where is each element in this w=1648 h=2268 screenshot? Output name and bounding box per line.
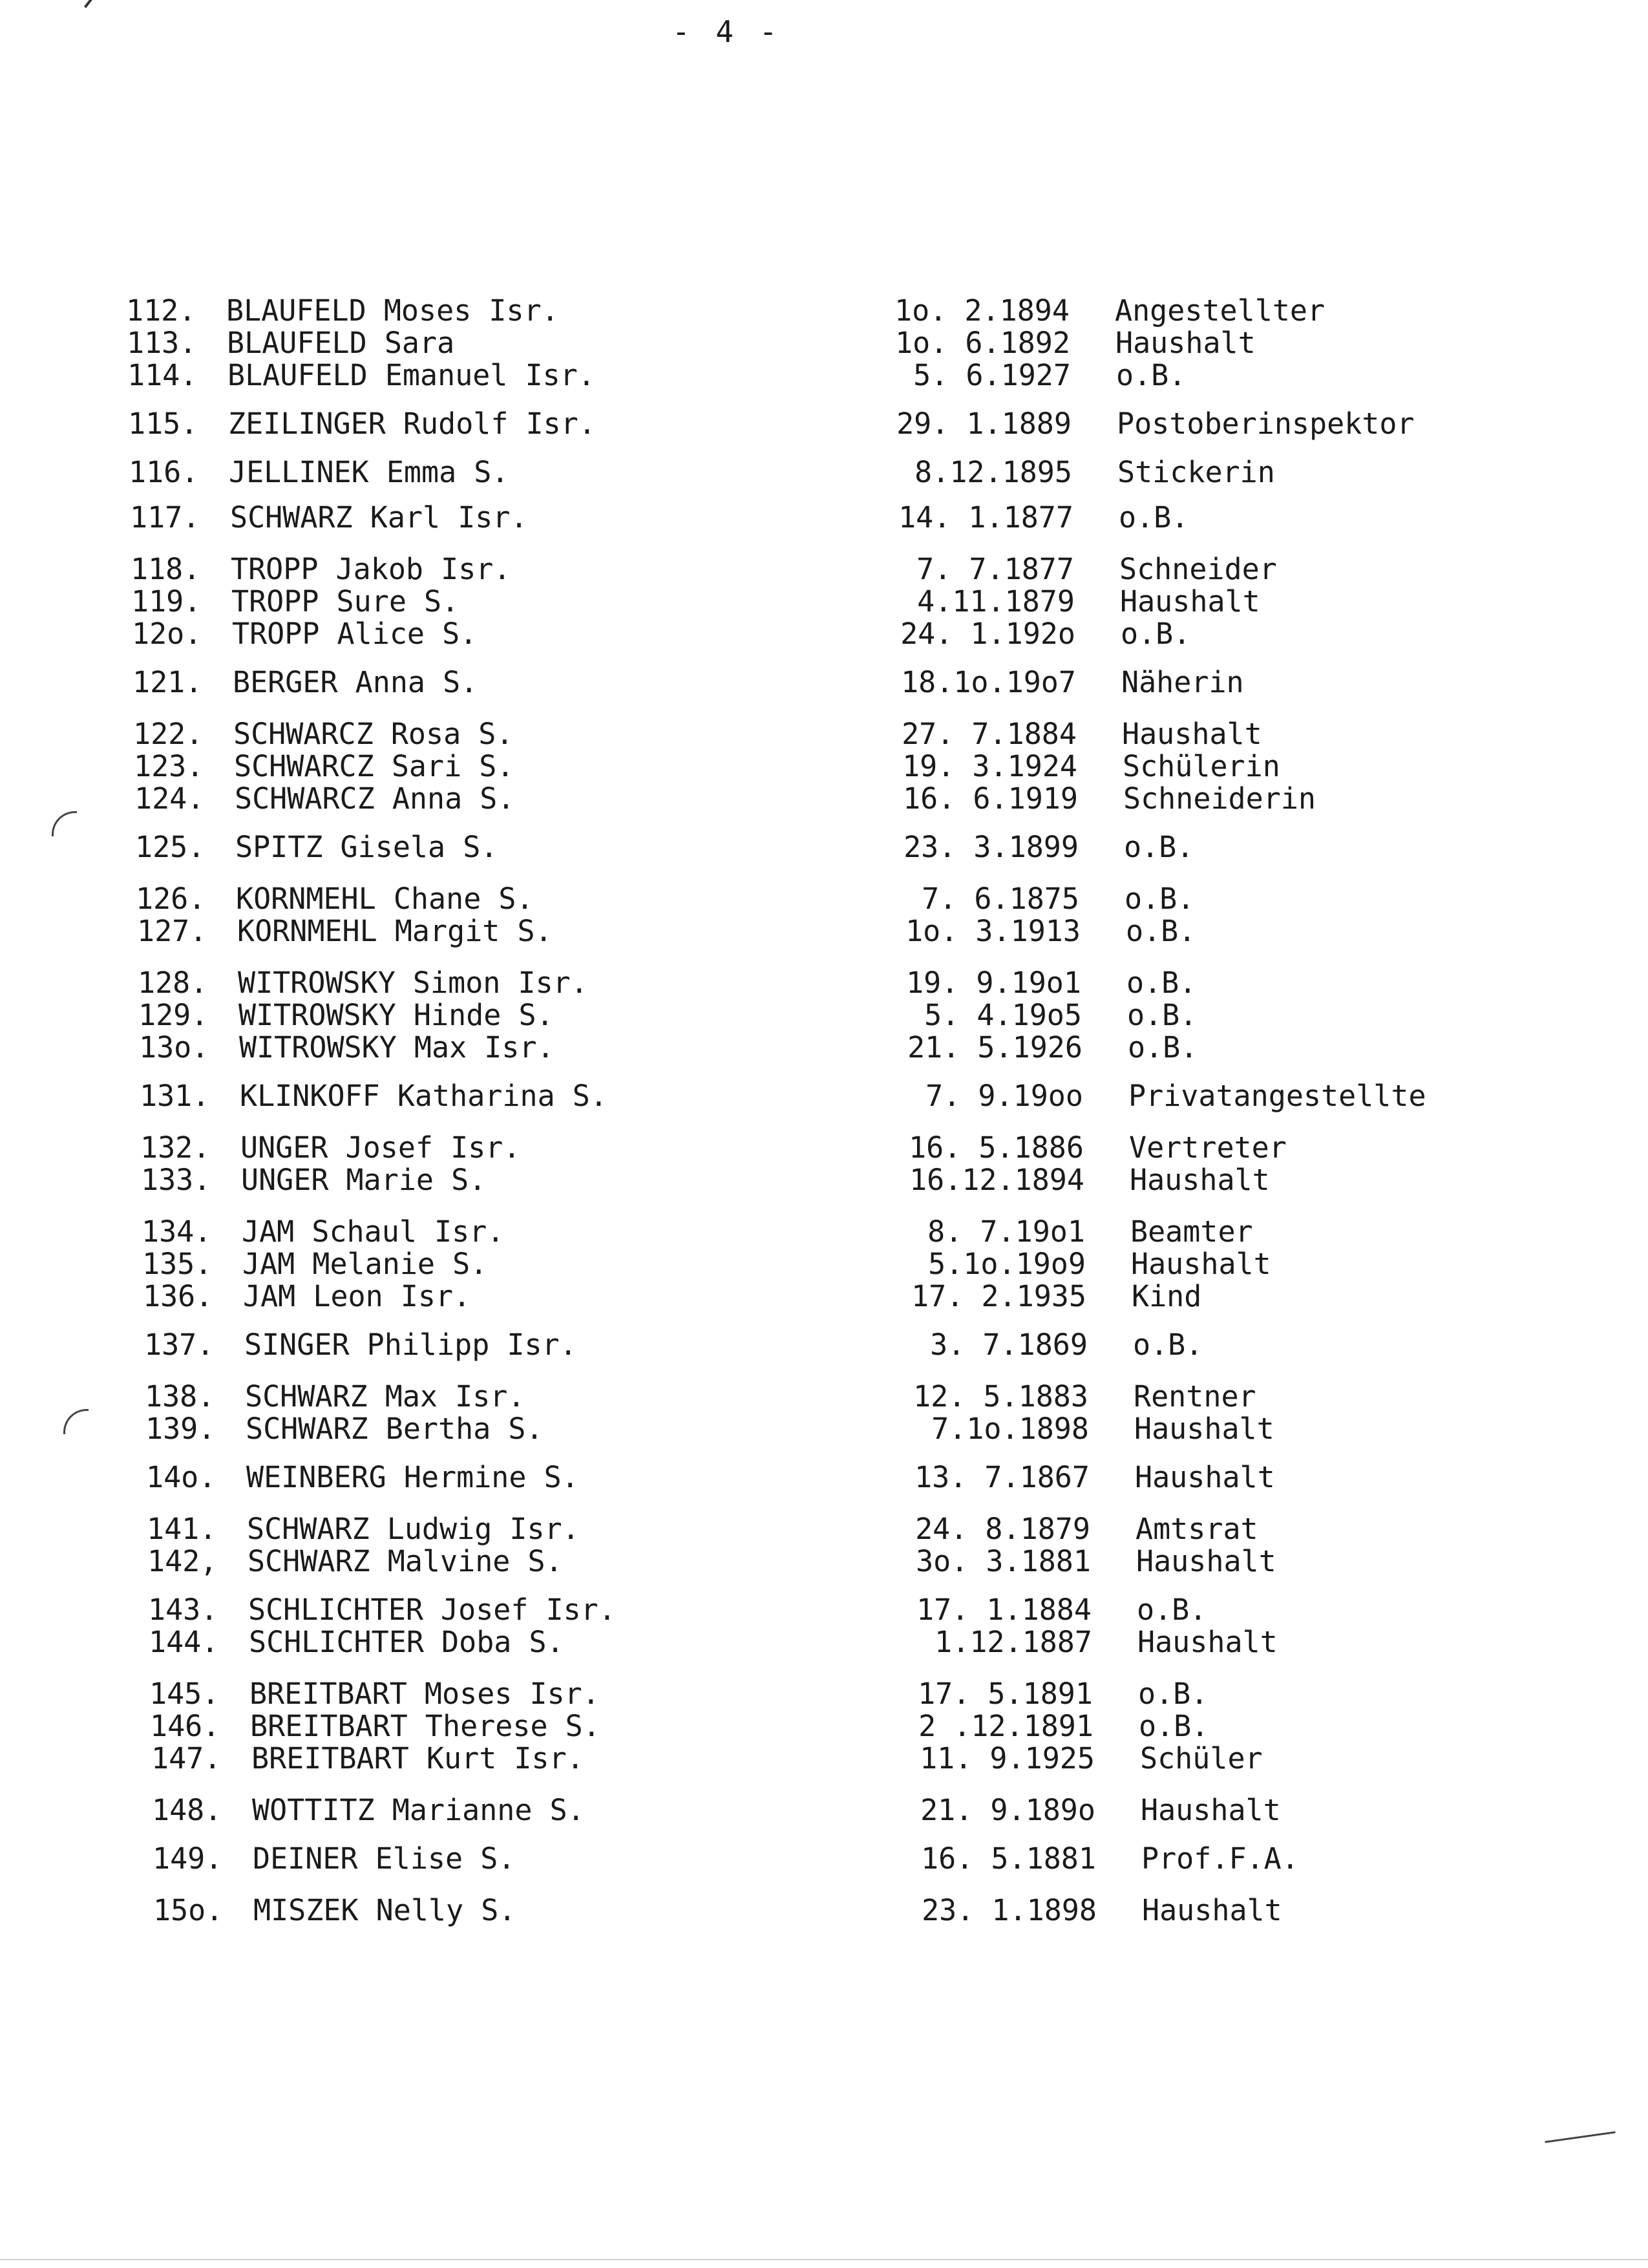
birth-date: 18.1o.19o7 <box>901 665 1076 699</box>
entry-number: 147. <box>151 1741 222 1775</box>
birth-date: 17. 1.1884 <box>916 1593 1092 1627</box>
occupation: Schülerin <box>1123 749 1280 783</box>
person-name: SCHWARZ Karl Isr. <box>230 500 528 535</box>
person-name: BLAUFELD Moses Isr. <box>226 293 559 328</box>
birth-date: 7. 7.1877 <box>916 552 1074 586</box>
occupation: o.B. <box>1128 1030 1198 1065</box>
occupation: Schneider <box>1119 552 1277 586</box>
birth-date: 12. 5.1883 <box>913 1379 1088 1414</box>
occupation: Angestellter <box>1115 293 1326 328</box>
birth-date: 7. 9.19oo <box>925 1079 1083 1113</box>
entry-number: 148. <box>152 1793 222 1827</box>
birth-date: 21. 9.189o <box>920 1793 1095 1827</box>
birth-date: 3. 7.1869 <box>930 1328 1088 1362</box>
entry-number: 132. <box>140 1130 211 1165</box>
entry-number: 123. <box>134 749 204 783</box>
birth-date: 24. 8.1879 <box>915 1512 1090 1546</box>
occupation: Haushalt <box>1131 1247 1271 1281</box>
birth-date: 13. 7.1867 <box>914 1460 1090 1494</box>
person-name: WITROWSKY Hinde S. <box>238 998 554 1032</box>
person-name: WITROWSKY Max Isr. <box>239 1030 555 1065</box>
occupation: o.B. <box>1137 1593 1207 1627</box>
person-name: SCHWARZ Ludwig Isr. <box>247 1512 580 1546</box>
entry-number: 143. <box>148 1593 218 1627</box>
occupation: o.B. <box>1116 358 1187 392</box>
person-name: SCHWARZ Bertha S. <box>246 1412 544 1446</box>
occupation: Haushalt <box>1137 1625 1278 1659</box>
occupation: o.B. <box>1126 966 1197 1000</box>
person-name: BERGER Anna S. <box>233 665 478 699</box>
entry-number: 121. <box>132 665 203 699</box>
birth-date: 7.1o.1898 <box>931 1412 1089 1446</box>
occupation: Schneiderin <box>1123 781 1316 816</box>
occupation: Haushalt <box>1120 584 1260 619</box>
birth-date: 23. 1.1898 <box>922 1893 1097 1927</box>
person-name: BREITBART Therese S. <box>250 1709 600 1743</box>
occupation: Haushalt <box>1136 1544 1276 1578</box>
entry-number: 124. <box>134 781 205 816</box>
person-name: JAM Schaul Isr. <box>242 1214 505 1249</box>
entry-number: 133. <box>141 1163 211 1197</box>
entry-number: 114. <box>127 358 198 392</box>
page-number: - 4 - <box>672 14 781 49</box>
person-name: SCHWARZ Max Isr. <box>245 1379 525 1414</box>
person-name: SCHWARCZ Anna S. <box>235 781 515 816</box>
occupation: Beamter <box>1130 1214 1253 1249</box>
person-name: BREITBART Moses Isr. <box>249 1677 600 1711</box>
occupation: Näherin <box>1121 665 1244 699</box>
birth-date: 5. 6.1927 <box>913 358 1071 392</box>
entry-number: 126. <box>136 882 206 916</box>
occupation: Kind <box>1132 1279 1202 1313</box>
entry-number: 145. <box>149 1677 220 1711</box>
entry-number: 15o. <box>153 1893 224 1927</box>
entry-number: 128. <box>138 966 208 1000</box>
birth-date: 23. 3.1899 <box>903 830 1079 864</box>
entry-number: 137. <box>144 1328 215 1362</box>
occupation: o.B. <box>1138 1677 1209 1711</box>
birth-date: 29. 1.1889 <box>896 407 1072 441</box>
birth-date: 17. 2.1935 <box>911 1279 1086 1313</box>
entry-number: 117. <box>130 500 200 535</box>
birth-date: 8. 7.19o1 <box>927 1214 1085 1249</box>
birth-date: 11. 9.1925 <box>920 1741 1095 1775</box>
birth-date: 16. 6.1919 <box>903 781 1078 816</box>
person-name: KORNMEHL Margit S. <box>237 914 553 948</box>
person-name: SPITZ Gisela S. <box>235 830 498 864</box>
person-name: BREITBART Kurt Isr. <box>251 1741 584 1775</box>
person-name: WEINBERG Hermine S. <box>246 1460 579 1494</box>
person-name: SCHWARZ Malvine S. <box>248 1544 563 1578</box>
entry-number: 116. <box>129 455 199 489</box>
entry-number: 118. <box>131 552 201 586</box>
occupation: o.B. <box>1139 1709 1209 1743</box>
person-name: SCHWARCZ Sari S. <box>234 749 514 783</box>
occupation: Stickerin <box>1117 455 1275 489</box>
birth-date: 16.12.1894 <box>909 1163 1084 1197</box>
birth-date: 1o. 3.1913 <box>905 914 1081 948</box>
entry-number: 141. <box>147 1512 217 1546</box>
entry-number: 142, <box>147 1544 218 1578</box>
birth-date: 3o. 3.1881 <box>916 1544 1091 1578</box>
entry-number: 149. <box>153 1841 223 1876</box>
birth-date: 7. 6.1875 <box>922 882 1079 916</box>
birth-date: 27. 7.1884 <box>902 717 1077 751</box>
person-name: SCHLICHTER Doba S. <box>249 1625 564 1659</box>
entry-number: 139. <box>145 1412 216 1446</box>
birth-date: 14. 1.1877 <box>898 500 1073 535</box>
occupation: Schüler <box>1140 1741 1263 1775</box>
occupation: Haushalt <box>1135 1460 1275 1494</box>
occupation: Haushalt <box>1130 1163 1270 1197</box>
person-name: SCHLICHTER Josef Isr. <box>248 1593 616 1627</box>
person-name: WOTTITZ Marianne S. <box>252 1793 585 1827</box>
entry-number: 115. <box>128 407 198 441</box>
birth-date: 16. 5.1881 <box>921 1841 1096 1876</box>
entry-number: 138. <box>145 1379 215 1414</box>
person-name: BLAUFELD Sara <box>227 326 455 360</box>
occupation: Prof.F.A. <box>1141 1841 1299 1876</box>
person-name: MISZEK Nelly S. <box>253 1893 516 1927</box>
birth-date: 1.12.1887 <box>935 1625 1092 1659</box>
birth-date: 19. 9.19o1 <box>906 966 1081 1000</box>
occupation: Vertreter <box>1129 1130 1287 1165</box>
occupation: o.B. <box>1133 1328 1203 1362</box>
birth-date: 16. 5.1886 <box>909 1130 1084 1165</box>
person-name: TROPP Jakob Isr. <box>231 552 511 586</box>
entry-number: 131. <box>140 1079 210 1113</box>
occupation: Rentner <box>1134 1379 1256 1414</box>
person-name: TROPP Alice S. <box>232 617 478 651</box>
birth-date: 8.12.1895 <box>914 455 1072 489</box>
birth-date: 1o. 6.1892 <box>895 326 1070 360</box>
birth-date: 21. 5.1926 <box>907 1030 1083 1065</box>
person-name: BLAUFELD Emanuel Isr. <box>227 358 595 392</box>
person-name: DEINER Elise S. <box>253 1841 516 1876</box>
person-name: TROPP Sure S. <box>231 584 460 619</box>
occupation: o.B. <box>1124 830 1194 864</box>
occupation: o.B. <box>1126 914 1196 948</box>
birth-date: 4.11.1879 <box>917 584 1075 619</box>
occupation: Haushalt <box>1115 326 1256 360</box>
page-bottom-edge <box>0 2259 1648 2260</box>
person-name: SCHWARCZ Rosa S. <box>233 717 514 751</box>
occupation: Haushalt <box>1141 1793 1281 1827</box>
person-name: KORNMEHL Chane S. <box>236 882 534 916</box>
birth-date: 5. 4.19o5 <box>924 998 1082 1032</box>
entry-number: 144. <box>149 1625 219 1659</box>
occupation: Haushalt <box>1142 1893 1282 1927</box>
occupation: Postoberinspektor <box>1117 407 1415 441</box>
entry-number: 12o. <box>132 617 202 651</box>
birth-date: 5.1o.19o9 <box>928 1247 1086 1281</box>
entry-number: 13o. <box>139 1030 209 1065</box>
person-name: ZEILINGER Rudolf Isr. <box>228 407 596 441</box>
entry-number: 127. <box>137 914 207 948</box>
birth-date: 2 .12.1891 <box>918 1709 1093 1743</box>
birth-date: 1o. 2.1894 <box>894 293 1070 328</box>
person-name: JELLINEK Emma S. <box>229 455 509 489</box>
entry-number: 112. <box>126 293 196 328</box>
entry-number: 136. <box>143 1279 213 1313</box>
occupation: Privatangestellte <box>1128 1079 1426 1113</box>
entry-number: 122. <box>133 717 204 751</box>
person-name: JAM Leon Isr. <box>243 1279 471 1313</box>
person-name: WITROWSKY Simon Isr. <box>238 966 588 1000</box>
entry-number: 113. <box>127 326 197 360</box>
occupation: o.B. <box>1125 882 1195 916</box>
entry-number: 125. <box>135 830 206 864</box>
occupation: Haushalt <box>1122 717 1262 751</box>
entry-number: 14o. <box>146 1460 217 1494</box>
birth-date: 24. 1.192o <box>900 617 1075 651</box>
person-name: KLINKOFF Katharina S. <box>240 1079 607 1113</box>
occupation: Haushalt <box>1134 1412 1274 1446</box>
person-name: UNGER Josef Isr. <box>240 1130 521 1165</box>
occupation: o.B. <box>1121 617 1191 651</box>
occupation: o.B. <box>1127 998 1198 1032</box>
entry-number: 135. <box>142 1247 213 1281</box>
occupation: Amtsrat <box>1136 1512 1258 1546</box>
birth-date: 17. 5.1891 <box>918 1677 1093 1711</box>
occupation: o.B. <box>1119 500 1189 535</box>
person-name: JAM Melanie S. <box>242 1247 488 1281</box>
person-name: UNGER Marie S. <box>241 1163 487 1197</box>
entry-number: 129. <box>138 998 209 1032</box>
person-name: SINGER Philipp Isr. <box>244 1328 577 1362</box>
birth-date: 19. 3.1924 <box>902 749 1077 783</box>
entry-number: 146. <box>150 1709 220 1743</box>
entry-number: 119. <box>131 584 202 619</box>
entry-number: 134. <box>142 1214 212 1249</box>
